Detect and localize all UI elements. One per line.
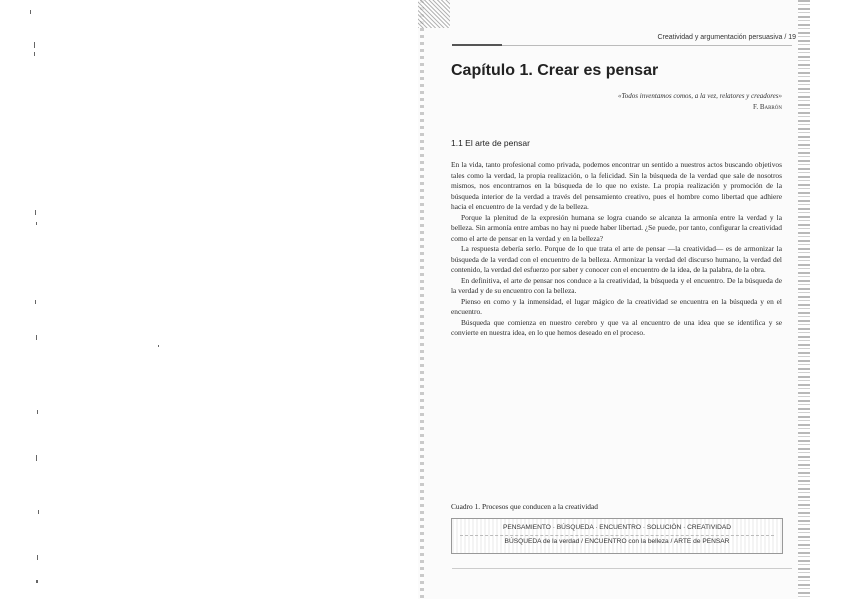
paragraph: La respuesta debería serlo. Porque de lo que trata el arte de pensar —la creatividad— es de armonizar la búsqueda de la verdad con el encuentro de la belleza. Armonizar la verdad del discurso humano, la verdad del contenido, la verdad del esfuerzo por saber y conocer con el encuentro de la idea, de la palabra, de la obra. [451,244,782,274]
figure-diagram [451,518,783,554]
header-rule [452,45,792,46]
paragraph: Búsqueda que comienza en nuestro cerebro y que va al encuentro de una idea que se identifica y se convierte en nuestra idea, en lo que hemos deseado en el proceso. [451,317,782,337]
figure-line-2: BÚSQUEDA de la verdad / ENCUENTRO con la belleza / ARTE de PENSAR [504,538,730,545]
header-rule-accent [452,44,502,46]
left-page-margin [0,0,420,599]
body-text [451,160,782,339]
running-head: Creatividad y argumentación persuasiva / 19 [657,34,796,41]
paragraph: Pienso en como y la inmensidad, el lugar mágico de la creatividad se encuentra en la búsqueda y en el encuentro. [451,296,782,316]
epigraph-author: F. Barrón [752,103,782,111]
scan-specks [0,0,420,599]
epigraph-quote: «Todos inventamos comos, a la vez, relatores y creadores» [618,92,782,100]
chapter-title: Capítulo 1. Crear es pensar [451,62,659,79]
scan-corner-noise [418,0,450,28]
paragraph: En la vida, tanto profesional como privada, podemos encontrar un sentido a nuestros actos buscando objetivos tales como la verdad, la propia realización, o la felicidad. Sin la búsqueda de la verdad que sale de nosotros mismos, nos encontramos en la búsqueda de lo que no existe. La propia realización y promoción de la búsqueda interior de la verdad a través del pensamiento creativo, pues el hombre como libertad que adhiere hacia el encuentro de la verdad y de la belleza. [451,160,782,211]
scan-edge-right [798,0,810,599]
figure-divider [460,535,774,536]
paragraph: En definitiva, el arte de pensar nos conduce a la creatividad, la búsqueda y el encuentro. De la búsqueda de la verdad y de su encuentro con la belleza. [451,275,782,295]
figure-line-1: PENSAMIENTO · BÚSQUEDA · ENCUENTRO · SOLUCIÓN · CREATIVIDAD [503,524,731,531]
paragraph: Porque la plenitud de la expresión humana se logra cuando se alcanza la armonía entre la verdad y la belleza. Sin armonía entre ambas no hay ni puede haber libertad. ¿Se puede, por tanto, configurar la creatividad como el arte de pensar en la verdad y en la belleza? [451,212,782,243]
section-title: 1.1 El arte de pensar [451,138,530,148]
bottom-rule [452,568,792,569]
figure-caption: Cuadro 1. Procesos que conducen a la creatividad [451,502,598,511]
scan-edge-left [420,0,424,599]
